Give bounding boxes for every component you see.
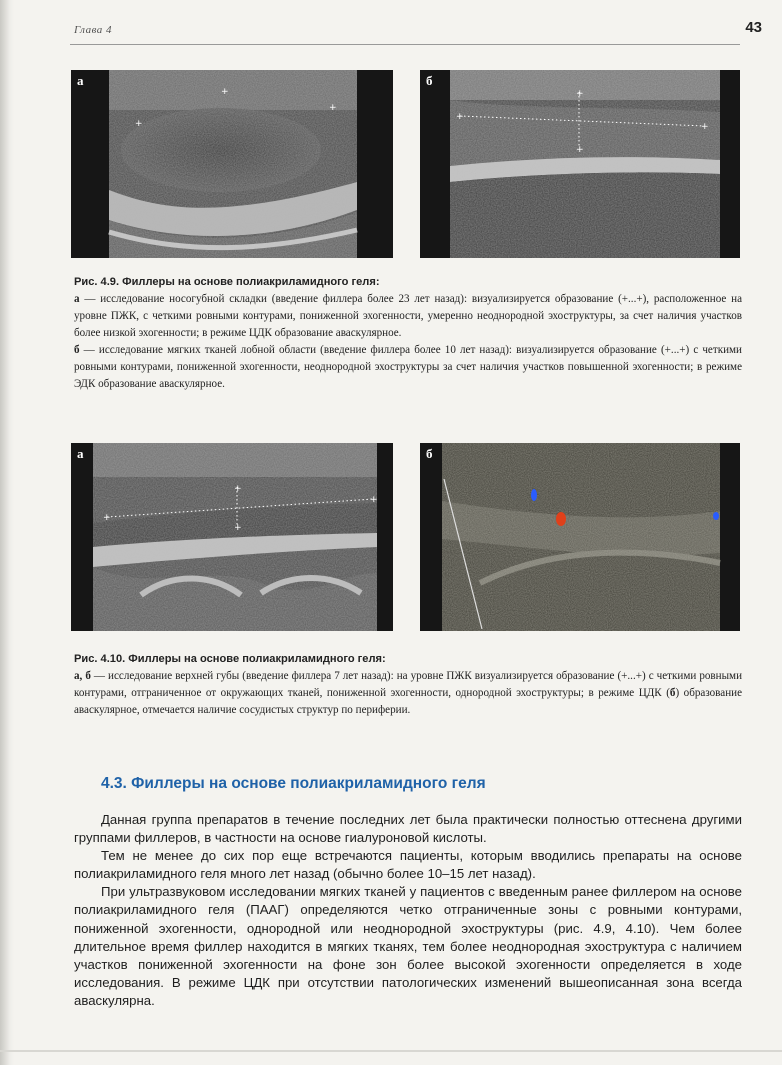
svg-text:+: + — [234, 484, 242, 494]
svg-text:+: + — [329, 103, 337, 113]
svg-text:+: + — [103, 513, 111, 523]
doppler-blue-signal — [713, 512, 719, 520]
page-number: 43 — [745, 19, 762, 36]
svg-text:+: + — [701, 122, 709, 132]
figure-4-10-caption — [74, 651, 742, 719]
panel-label: б — [426, 446, 433, 461]
running-head: Глава 4 — [74, 24, 113, 36]
paragraph: При ультразвуковом исследовании мягких тканей у пациентов с введенным ранее филлером на основе полиакриламидного геля (ПААГ) определяются четко отграниченные зоны с ровными контурами, пониженной эхогенности, однородной или неоднородной эхоструктуры (рис. 4.9, 4.10). Чем более длительное время филлер находится в мягких тканях, тем более неоднородная эхоструктура с наличием участков пониженной эхогенности на фоне зон более высокой эхогенности определяется в ходе исследования. В режиме ЦДК при отсутствии патологических изменений вышеописанная зона всегда аваскулярна. — [74, 884, 742, 1008]
header-rule — [70, 44, 740, 45]
figure-4-9-panel-b-ultrasound — [420, 70, 740, 258]
svg-text:+: + — [221, 87, 229, 97]
svg-text:+: + — [135, 119, 143, 129]
page-fold-shadow — [0, 0, 14, 1065]
section-body — [74, 811, 742, 1010]
caption-item-ab: а, б — исследование верхней губы (введение филлера 7 лет назад): на уровне ПЖК визуализируется образование (+...+) с четкими ровными контурами, отграниченное от окружающих тканей, пониженной эхогенности, однородной эхоструктуры; в режиме ЦДК (б) образование аваскулярное, отмечается наличие сосудистых структур по периферии. — [74, 670, 743, 716]
doppler-blue-signal — [531, 489, 537, 501]
ultrasound-scan — [71, 443, 393, 631]
figure-4-9-panel-a-ultrasound — [71, 70, 393, 258]
caption-title: Рис. 4.10. Филлеры на основе полиакриламидного геля: — [74, 653, 386, 665]
doppler-red-signal — [556, 512, 566, 526]
section-title: 4.3. Филлеры на основе полиакриламидного геля — [101, 775, 486, 792]
caption-item-b: б — исследование мягких тканей лобной области (введение филлера более 10 лет назад): визуализируется образование (+...+) с четкими ровными контурами, пониженной эхогенности, неоднородной эхоструктуры за счет наличия участков повышенной эхогенности; в режиме ЭДК образование аваскулярное. — [74, 344, 742, 390]
svg-text:+: + — [576, 89, 584, 99]
svg-text:+: + — [576, 145, 584, 155]
ultrasound-scan — [420, 70, 740, 258]
svg-text:+: + — [234, 523, 242, 533]
bottom-edge — [0, 1050, 782, 1052]
figure-4-9-caption — [74, 274, 742, 393]
figure-4-10-panel-b-doppler-ultrasound — [420, 443, 740, 631]
paragraph: Тем не менее до сих пор еще встречаются пациенты, которым вводились препараты на основе полиакриламидного геля много лет назад (обычно более 10–15 лет назад). — [74, 848, 742, 882]
caption-item-a: а — исследование носогубной складки (введение филлера более 23 лет назад): визуализируется образование (+...+), расположенное на уровне ПЖК, с четкими ровными контурами, пониженной эхогенности, умеренно неоднородной эхоструктуры, за счет наличия участков более низкой эхогенности; в режиме ЦДК образование аваскулярное. — [74, 293, 742, 339]
svg-text:+: + — [370, 495, 378, 505]
panel-label: б — [426, 73, 433, 88]
svg-text:+: + — [456, 112, 464, 122]
paragraph: Данная группа препаратов в течение последних лет была практически полностью оттеснена другими группами филлеров, в частности на основе гиалуроновой кислоты. — [74, 812, 742, 846]
ultrasound-scan — [71, 70, 393, 258]
figure-4-10-panel-a-ultrasound — [71, 443, 393, 631]
caption-title: Рис. 4.9. Филлеры на основе полиакриламидного геля: — [74, 276, 380, 288]
panel-label: а — [77, 73, 84, 88]
panel-label: а — [77, 446, 84, 461]
ultrasound-scan — [420, 443, 740, 631]
